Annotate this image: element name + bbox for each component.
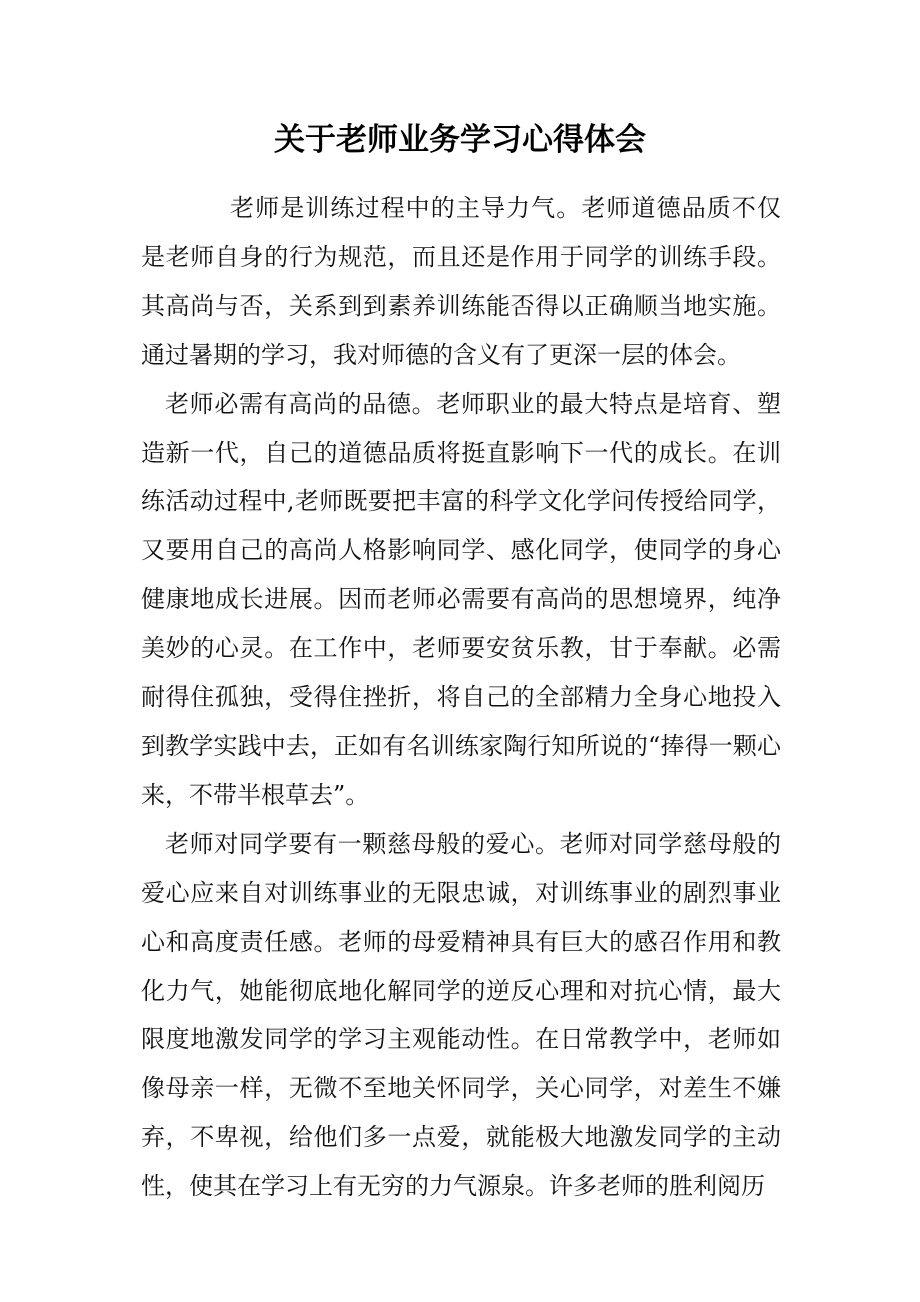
paragraph-noble-character: 老师必需有高尚的品德。老师职业的最大特点是培育、塑造新一代，自己的道德品质将挺直影响下一代的成长。在训练活动过程中,老师既要把丰富的科学文化学问传授给同学，又要用自己的高尚人格影响同学、感化同学，使同学的身心健康地成长进展。因而老师必需要有高尚的思想境界，纯净美妙的心灵。在工作中，老师要安贫乐教，甘于奉献。必需耐得住孤独，受得住挫折，将自己的全部精力全身心地投入到教学实践中去，正如有名训练家陶行知所说的“捧得一颗心来，不带半根草去”。 bbox=[141, 389, 781, 809]
document-title: 关于老师业务学习心得体会 bbox=[274, 122, 646, 158]
paragraph-teacher-role: 老师是训练过程中的主导力气。老师道德品质不仅是老师自身的行为规范，而且还是作用于同学的训练手段。其高尚与否，关系到到素养训练能否得以正确顺当地实施。通过暑期的学习，我对师德的含义有了更深一层的体会。 bbox=[141, 194, 781, 369]
paragraph-motherly-love: 老师对同学要有一颗慈母般的爱心。老师对同学慈母般的爱心应来自对训练事业的无限忠诚，对训练事业的剧烈事业心和高度责任感。老师的母爱精神具有巨大的感召作用和教化力气，她能彻底地化解同学的逆反心理和对抗心情，最大限度地激发同学的学习主观能动性。在日常教学中，老师如像母亲一样，无微不至地关怀同学，关心同学，对差生不嫌弃，不卑视，给他们多一点爱，就能极大地激发同学的主动性，使其在学习上有无穷的力气源泉。许多老师的胜利阅历 bbox=[141, 829, 781, 1201]
document-body bbox=[141, 184, 781, 1211]
